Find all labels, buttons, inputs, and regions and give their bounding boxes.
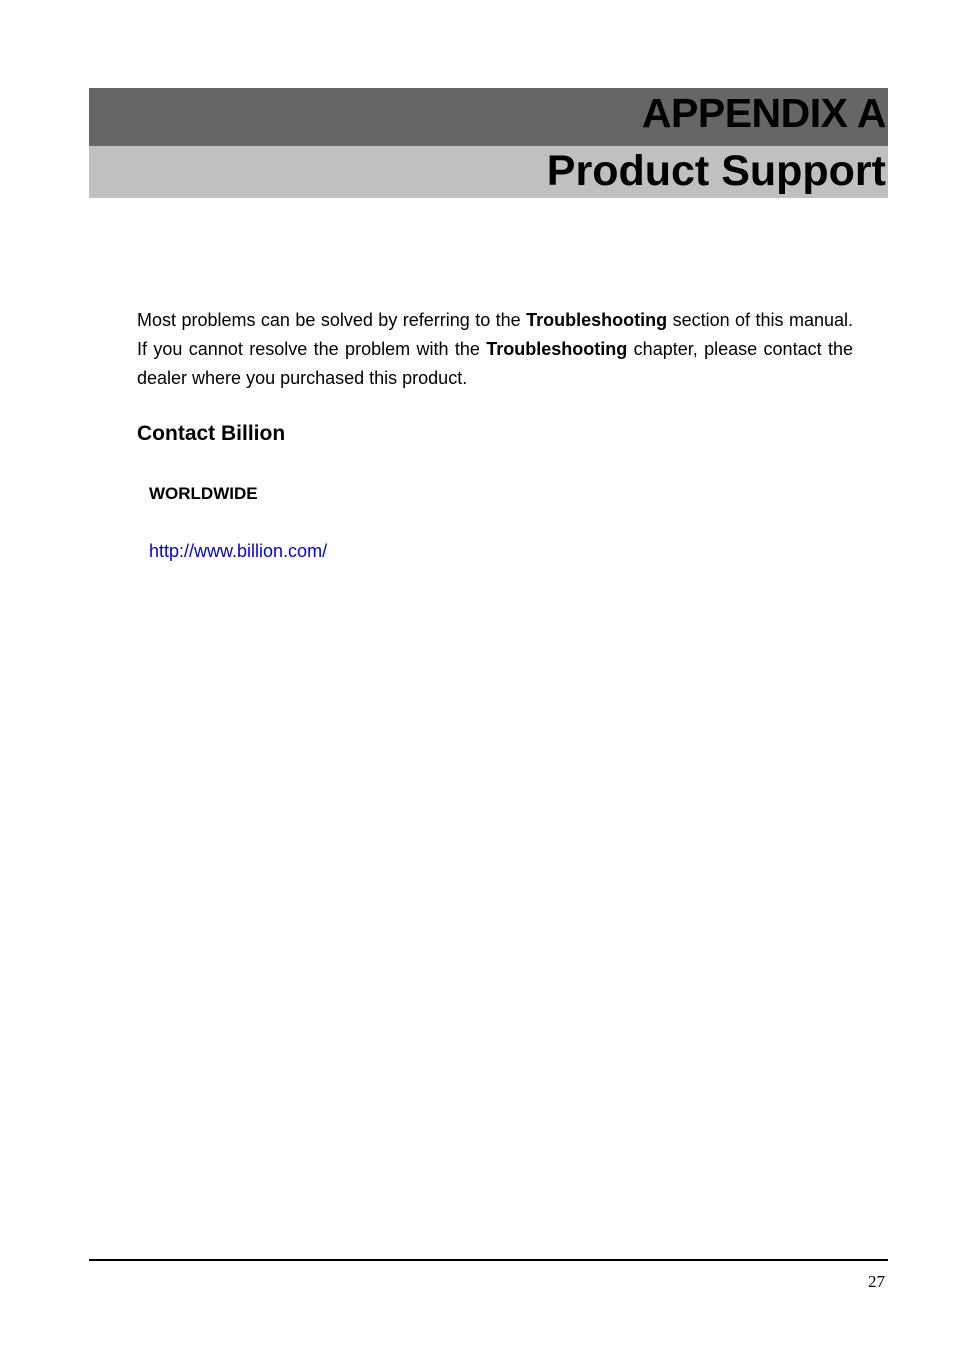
- troubleshooting-reference-2: Troubleshooting: [486, 339, 628, 359]
- intro-paragraph: [137, 306, 853, 393]
- contact-heading: Contact Billion: [137, 422, 286, 445]
- chapter-title: Product Support: [546, 147, 886, 195]
- intro-text-1: Most problems can be solved by referring to the: [137, 310, 527, 330]
- region-label: WORLDWIDE: [149, 484, 258, 503]
- appendix-header-band: [89, 88, 888, 146]
- footer-divider: [89, 1259, 888, 1261]
- chapter-title-band: [89, 146, 888, 198]
- website-link[interactable]: http://www.billion.com/: [149, 541, 328, 561]
- intro-text-2: section of this manual. If you cannot resolve the problem with the: [137, 310, 853, 359]
- troubleshooting-reference-1: Troubleshooting: [526, 310, 668, 330]
- page-number: 27: [868, 1272, 885, 1291]
- appendix-label: APPENDIX A: [641, 90, 886, 136]
- intro-text-3: chapter, please contact the dealer where you purchased this product.: [137, 339, 853, 388]
